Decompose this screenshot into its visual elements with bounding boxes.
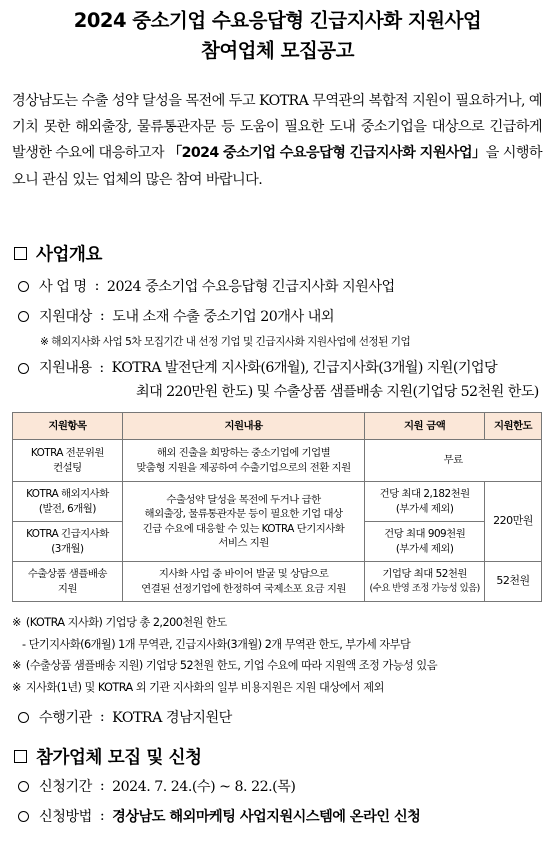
- agency-label: 수행기관: [39, 710, 92, 726]
- title-line-2: 참여업체 모집공고: [201, 39, 354, 62]
- table-row: [13, 440, 542, 482]
- section-heading-overview: [14, 241, 102, 266]
- colon: :: [99, 360, 104, 376]
- table-cell-amount: [365, 482, 485, 522]
- support-content-line-1: KOTRA 발전단계 지사화(6개월), 긴급지사화(3개월) 지원(기업당: [111, 360, 498, 376]
- cell-line: 긴급 수요에 대응할 수 있는 KOTRA 단기지사화: [142, 522, 345, 535]
- table-cell-content: [122, 562, 364, 602]
- note-line: [12, 612, 547, 634]
- note-sub-line: - 단기지사화(6개월) 1개 무역관, 긴급지사화(3개월) 2개 무역관 한도, 부가세 자부담: [22, 637, 411, 651]
- support-content-line-2: 최대 220만원 한도) 및 수출상품 샘플배송 지원(기업당 52천원 한도): [136, 384, 539, 400]
- cell-line: 서비스 지원: [218, 537, 269, 549]
- cell-line: (수요 반영 조정 가능성 있음): [369, 582, 480, 594]
- note-line: [12, 655, 547, 677]
- cell-line: 지사화 사업 중 바이어 발굴 및 상담으로: [158, 568, 329, 580]
- cell-line: 컨설팅: [53, 461, 82, 474]
- cell-line: (3개월): [51, 542, 84, 555]
- cell-line: KOTRA 해외지사화: [26, 488, 109, 500]
- circle-bullet-icon: [18, 311, 29, 322]
- colon: :: [99, 808, 105, 824]
- application-method-label: 신청방법: [39, 809, 92, 825]
- target-label: 지원대상: [39, 309, 92, 325]
- support-content-block: [18, 356, 548, 404]
- support-content-label: 지원내용: [39, 360, 92, 376]
- agency-value: KOTRA 경남지원단: [112, 710, 232, 726]
- table-cell-item: [13, 440, 123, 482]
- cell-line: 맞춤형 지원을 제공하여 수출기업으로의 전환 지원: [136, 461, 351, 474]
- colon: :: [99, 709, 105, 725]
- checkbox-square-icon: [14, 247, 27, 260]
- agency-line: [18, 707, 232, 727]
- table-header-cell: 지원항목: [13, 413, 123, 440]
- table-row: [13, 482, 542, 522]
- application-method-line: [18, 806, 420, 826]
- application-method-value: 경상남도 해외마케팅 사업지원시스템에 온라인 신청: [112, 809, 421, 825]
- colon: :: [99, 308, 105, 324]
- intro-program-name: 「2024 중소기업 수요응답형 긴급지사화 지원사업」: [167, 145, 486, 162]
- cell-line: 무료: [443, 454, 463, 467]
- circle-bullet-icon: [18, 281, 29, 292]
- cell-line: 수출상품 샘플배송: [27, 568, 107, 580]
- table-cell-content: [122, 440, 364, 482]
- circle-bullet-icon: [18, 781, 29, 792]
- table-cell-limit: 52천원: [485, 562, 542, 602]
- cell-line: KOTRA 전문위원: [30, 447, 104, 459]
- target-note: ※ 해외지사화 사업 5차 모집기간 내 선정 기업 및 긴급지사화 지원사업에 선정된 기업: [40, 336, 411, 348]
- intro-text-after: 을 시행하오니 관심 있는 업체의 많은 참여 바랍니다.: [12, 145, 543, 188]
- cell-line: 건당 최대 909천원: [384, 528, 466, 540]
- cell-line: (부가세 제외): [395, 542, 454, 555]
- application-period-line: [18, 776, 295, 796]
- cell-line: 지원: [57, 582, 77, 595]
- cell-line: (발전, 6개월): [38, 502, 96, 515]
- cell-line: 연결된 선정기업에 한정하여 국제소포 요금 지원: [141, 582, 346, 595]
- table-cell-content: [122, 482, 364, 562]
- application-period-label: 신청기간: [39, 779, 92, 795]
- intro-text-before: 경상남도는 수출 성약 달성을 목전에 두고 KOTRA 무역관의 복합적 지원이 필요하거나, 예기치 못한 해외출장, 물류통관자문 등 도움이 필요한 도내 중소기업을 대상으로 긴급하게 발생한 수요에 대응하고자: [12, 93, 542, 162]
- intro-paragraph: [12, 88, 542, 193]
- note-text: 지사화(1년) 및 KOTRA 외 기관 지사화의 일부 비용지원은 지원 대상에서 제외: [25, 680, 384, 694]
- reference-mark: ※: [12, 616, 21, 629]
- title-line-1: 2024 중소기업 수요응답형 긴급지사화 지원사업: [73, 9, 482, 32]
- table-header-cell: 지원한도: [485, 413, 542, 440]
- section-heading-recruitment: [14, 744, 202, 769]
- circle-bullet-icon: [18, 811, 29, 822]
- table-cell-amount: [365, 440, 542, 482]
- cell-line: 해외 진출을 희망하는 중소기업에 기업별: [156, 447, 331, 459]
- application-period-value: 2024. 7. 24.(수) ~ 8. 22.(목): [112, 779, 296, 795]
- section-heading-overview-text: 사업개요: [36, 245, 103, 265]
- support-table: [12, 412, 542, 602]
- notes-block: [12, 612, 547, 698]
- table-cell-limit: 220만원: [485, 482, 542, 562]
- business-name-label: 사 업 명: [39, 279, 87, 295]
- business-name-value: 2024 중소기업 수요응답형 긴급지사화 지원사업: [106, 279, 395, 295]
- table-header-cell: 지원 금액: [365, 413, 485, 440]
- checkbox-square-icon: [14, 750, 27, 763]
- document-title: [0, 6, 555, 66]
- target-value: 도내 소재 수출 중소기업 20개사 내외: [112, 309, 335, 325]
- table-header-cell: 지원내용: [122, 413, 364, 440]
- reference-mark: ※: [12, 680, 21, 694]
- business-name-line: [18, 276, 395, 296]
- note-line: [12, 677, 547, 699]
- table-cell-amount: [365, 562, 485, 602]
- table-cell-amount: [365, 522, 485, 562]
- circle-bullet-icon: [18, 363, 29, 374]
- circle-bullet-icon: [18, 712, 29, 723]
- cell-line: 해외출장, 물류통관자문 등이 필요한 기업 대상: [144, 508, 343, 520]
- table-cell-item: [13, 522, 123, 562]
- note-text: (수출상품 샘플배송 지원) 기업당 52천원 한도, 기업 수요에 따라 지원액 조정 가능성 있음: [25, 659, 438, 672]
- reference-mark: ※: [12, 659, 21, 672]
- cell-line: 수출성약 달성을 목전에 두거나 급한: [166, 493, 321, 506]
- table-row: [13, 562, 542, 602]
- colon: :: [99, 778, 105, 794]
- table-header-row: [13, 413, 542, 440]
- table-cell-item: [13, 482, 123, 522]
- note-text: (KOTRA 지사화) 기업당 총 2,200천원 한도: [25, 616, 227, 629]
- cell-line: 건당 최대 2,182천원: [379, 488, 470, 500]
- cell-line: KOTRA 긴급지사화: [26, 528, 109, 540]
- colon: :: [94, 278, 99, 294]
- target-line: [18, 306, 334, 326]
- section-heading-recruitment-text: 참가업체 모집 및 신청: [36, 748, 202, 768]
- table-cell-item: [13, 562, 123, 602]
- cell-line: (부가세 제외): [395, 502, 454, 515]
- cell-line: 기업당 최대 52천원: [382, 568, 467, 580]
